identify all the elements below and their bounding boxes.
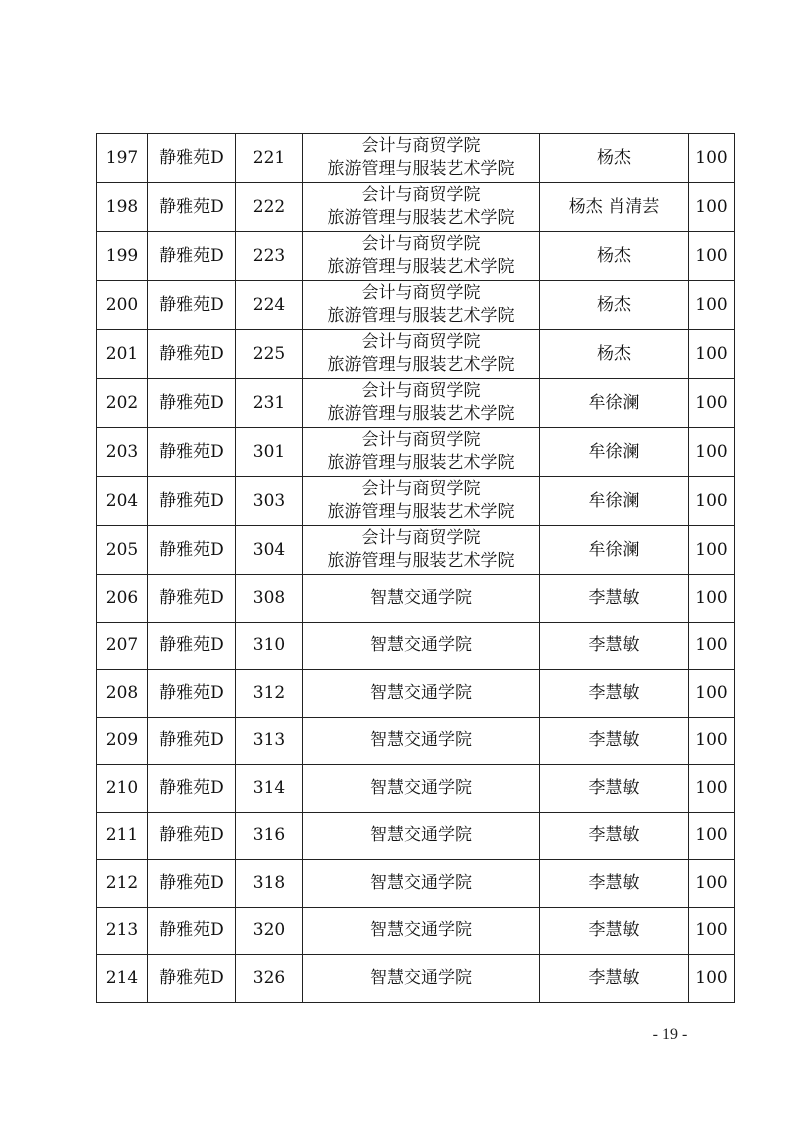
row-number-cell: 210 xyxy=(97,765,148,813)
score-cell: 100 xyxy=(689,330,735,379)
table-row xyxy=(97,907,735,955)
college-name: 会计与商贸学院 xyxy=(361,381,481,401)
college-name: 会计与商贸学院 xyxy=(361,283,481,303)
college-name: 智慧交通学院 xyxy=(370,920,472,941)
college-cell xyxy=(303,717,540,765)
college-cell xyxy=(303,281,540,330)
score-cell: 100 xyxy=(689,281,735,330)
score-cell: 100 xyxy=(689,765,735,813)
building-cell: 静雅苑D xyxy=(148,860,236,908)
teacher-cell: 李慧敏 xyxy=(540,670,689,718)
college-name: 会计与商贸学院 xyxy=(361,479,481,499)
college-name: 智慧交通学院 xyxy=(370,872,472,893)
college-cell xyxy=(303,765,540,813)
teacher-cell: 牟徐澜 xyxy=(540,379,689,428)
table-row xyxy=(97,526,735,575)
college-name: 智慧交通学院 xyxy=(370,967,472,988)
table-row xyxy=(97,183,735,232)
table-row xyxy=(97,330,735,379)
score-cell: 100 xyxy=(689,622,735,670)
teacher-cell: 李慧敏 xyxy=(540,860,689,908)
row-number-cell: 207 xyxy=(97,622,148,670)
teacher-cell: 李慧敏 xyxy=(540,812,689,860)
building-cell: 静雅苑D xyxy=(148,134,236,183)
college-name: 智慧交通学院 xyxy=(370,777,472,798)
row-number-cell: 199 xyxy=(97,232,148,281)
table-row xyxy=(97,765,735,813)
room-cell: 316 xyxy=(236,812,303,860)
college-name: 会计与商贸学院 xyxy=(361,185,481,205)
building-cell: 静雅苑D xyxy=(148,379,236,428)
room-cell: 312 xyxy=(236,670,303,718)
college-name: 智慧交通学院 xyxy=(370,682,472,703)
teacher-cell: 李慧敏 xyxy=(540,622,689,670)
room-cell: 326 xyxy=(236,955,303,1003)
row-number-cell: 198 xyxy=(97,183,148,232)
college-name: 旅游管理与服装艺术学院 xyxy=(327,404,515,424)
college-cell xyxy=(303,812,540,860)
row-number-cell: 203 xyxy=(97,428,148,477)
score-cell: 100 xyxy=(689,379,735,428)
row-number-cell: 214 xyxy=(97,955,148,1003)
college-name: 旅游管理与服装艺术学院 xyxy=(327,453,515,473)
room-cell: 308 xyxy=(236,575,303,623)
building-cell: 静雅苑D xyxy=(148,575,236,623)
college-cell xyxy=(303,622,540,670)
teacher-cell: 牟徐澜 xyxy=(540,428,689,477)
table-row xyxy=(97,670,735,718)
score-cell: 100 xyxy=(689,670,735,718)
college-cell xyxy=(303,477,540,526)
score-cell: 100 xyxy=(689,955,735,1003)
row-number-cell: 204 xyxy=(97,477,148,526)
teacher-cell: 杨杰 肖清芸 xyxy=(540,183,689,232)
college-cell xyxy=(303,330,540,379)
college-name: 旅游管理与服装艺术学院 xyxy=(327,306,515,326)
score-cell: 100 xyxy=(689,907,735,955)
college-cell xyxy=(303,428,540,477)
room-cell: 314 xyxy=(236,765,303,813)
college-name: 会计与商贸学院 xyxy=(361,136,481,156)
room-cell: 313 xyxy=(236,717,303,765)
room-cell: 301 xyxy=(236,428,303,477)
teacher-cell: 李慧敏 xyxy=(540,907,689,955)
score-cell: 100 xyxy=(689,183,735,232)
college-name: 智慧交通学院 xyxy=(370,587,472,608)
table-row xyxy=(97,575,735,623)
building-cell: 静雅苑D xyxy=(148,281,236,330)
table-row xyxy=(97,477,735,526)
table-row xyxy=(97,379,735,428)
college-name: 旅游管理与服装艺术学院 xyxy=(327,208,515,228)
teacher-cell: 李慧敏 xyxy=(540,765,689,813)
building-cell: 静雅苑D xyxy=(148,907,236,955)
page-number: - 19 - xyxy=(652,1026,688,1043)
teacher-cell: 杨杰 xyxy=(540,232,689,281)
college-cell xyxy=(303,232,540,281)
building-cell: 静雅苑D xyxy=(148,670,236,718)
building-cell: 静雅苑D xyxy=(148,955,236,1003)
teacher-cell: 杨杰 xyxy=(540,281,689,330)
college-cell xyxy=(303,575,540,623)
building-cell: 静雅苑D xyxy=(148,477,236,526)
building-cell: 静雅苑D xyxy=(148,428,236,477)
score-cell: 100 xyxy=(689,134,735,183)
table-row xyxy=(97,622,735,670)
row-number-cell: 200 xyxy=(97,281,148,330)
college-name: 智慧交通学院 xyxy=(370,825,472,846)
room-cell: 225 xyxy=(236,330,303,379)
college-cell xyxy=(303,670,540,718)
table-row xyxy=(97,860,735,908)
row-number-cell: 201 xyxy=(97,330,148,379)
row-number-cell: 212 xyxy=(97,860,148,908)
college-name: 旅游管理与服装艺术学院 xyxy=(327,502,515,522)
row-number-cell: 209 xyxy=(97,717,148,765)
college-cell xyxy=(303,379,540,428)
row-number-cell: 202 xyxy=(97,379,148,428)
score-cell: 100 xyxy=(689,717,735,765)
row-number-cell: 197 xyxy=(97,134,148,183)
dorm-inspection-table xyxy=(96,133,735,1003)
score-cell: 100 xyxy=(689,477,735,526)
table-row xyxy=(97,232,735,281)
college-name: 会计与商贸学院 xyxy=(361,430,481,450)
building-cell: 静雅苑D xyxy=(148,622,236,670)
college-cell xyxy=(303,955,540,1003)
teacher-cell: 杨杰 xyxy=(540,330,689,379)
score-cell: 100 xyxy=(689,860,735,908)
college-name: 旅游管理与服装艺术学院 xyxy=(327,355,515,375)
building-cell: 静雅苑D xyxy=(148,232,236,281)
college-name: 智慧交通学院 xyxy=(370,730,472,751)
score-cell: 100 xyxy=(689,812,735,860)
table-row xyxy=(97,134,735,183)
row-number-cell: 206 xyxy=(97,575,148,623)
table-row xyxy=(97,717,735,765)
score-cell: 100 xyxy=(689,575,735,623)
room-cell: 231 xyxy=(236,379,303,428)
building-cell: 静雅苑D xyxy=(148,330,236,379)
row-number-cell: 205 xyxy=(97,526,148,575)
room-cell: 303 xyxy=(236,477,303,526)
table-body xyxy=(97,134,735,1003)
building-cell: 静雅苑D xyxy=(148,765,236,813)
college-name: 旅游管理与服装艺术学院 xyxy=(327,159,515,179)
score-cell: 100 xyxy=(689,232,735,281)
teacher-cell: 李慧敏 xyxy=(540,575,689,623)
row-number-cell: 211 xyxy=(97,812,148,860)
college-cell xyxy=(303,134,540,183)
college-name: 智慧交通学院 xyxy=(370,635,472,656)
college-name: 旅游管理与服装艺术学院 xyxy=(327,257,515,277)
teacher-cell: 牟徐澜 xyxy=(540,526,689,575)
room-cell: 223 xyxy=(236,232,303,281)
room-cell: 224 xyxy=(236,281,303,330)
room-cell: 221 xyxy=(236,134,303,183)
room-cell: 222 xyxy=(236,183,303,232)
score-cell: 100 xyxy=(689,526,735,575)
row-number-cell: 213 xyxy=(97,907,148,955)
college-cell xyxy=(303,860,540,908)
teacher-cell: 李慧敏 xyxy=(540,955,689,1003)
room-cell: 310 xyxy=(236,622,303,670)
building-cell: 静雅苑D xyxy=(148,812,236,860)
college-name: 会计与商贸学院 xyxy=(361,528,481,548)
college-cell xyxy=(303,183,540,232)
college-name: 会计与商贸学院 xyxy=(361,234,481,254)
row-number-cell: 208 xyxy=(97,670,148,718)
building-cell: 静雅苑D xyxy=(148,183,236,232)
teacher-cell: 杨杰 xyxy=(540,134,689,183)
college-cell xyxy=(303,526,540,575)
college-name: 旅游管理与服装艺术学院 xyxy=(327,551,515,571)
table-row xyxy=(97,812,735,860)
room-cell: 320 xyxy=(236,907,303,955)
table-row xyxy=(97,428,735,477)
score-cell: 100 xyxy=(689,428,735,477)
teacher-cell: 李慧敏 xyxy=(540,717,689,765)
room-cell: 304 xyxy=(236,526,303,575)
table-row xyxy=(97,281,735,330)
college-name: 会计与商贸学院 xyxy=(361,332,481,352)
building-cell: 静雅苑D xyxy=(148,717,236,765)
room-cell: 318 xyxy=(236,860,303,908)
college-cell xyxy=(303,907,540,955)
teacher-cell: 牟徐澜 xyxy=(540,477,689,526)
building-cell: 静雅苑D xyxy=(148,526,236,575)
table-row xyxy=(97,955,735,1003)
